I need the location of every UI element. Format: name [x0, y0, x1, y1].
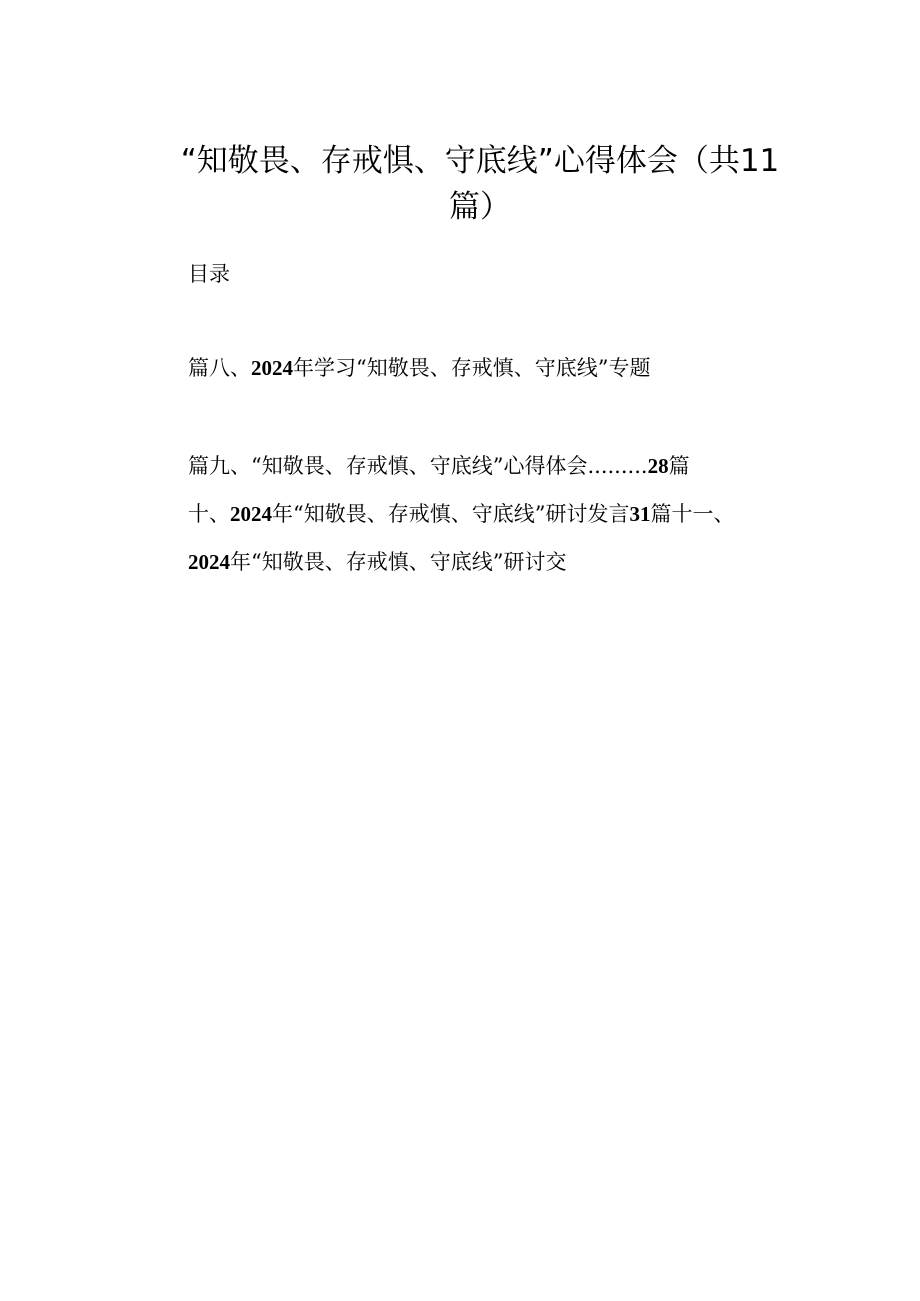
toc-entry-11-text: 年“知敬畏、存戒慎、守底线”研讨交	[230, 550, 567, 574]
toc-entry-10-prefix: 十、	[188, 502, 230, 526]
document-title	[150, 138, 810, 230]
toc-entry-8-year: 2024	[251, 356, 293, 380]
toc-entry-10-page: 31	[629, 502, 651, 526]
toc-entry-10	[188, 498, 734, 530]
toc-entry-9	[188, 450, 690, 482]
toc-entry-11-year: 2024	[188, 550, 230, 574]
toc-heading: 目录	[188, 262, 230, 286]
toc-entry-8	[188, 352, 650, 384]
toc-entry-10-text: 年“知敬畏、存戒慎、守底线”研讨发言	[272, 502, 630, 526]
toc-entry-10-tail: 篇十一、	[650, 502, 735, 526]
title-line-1: “知敬畏、存戒惧、守底线”心得体会（共11	[180, 143, 780, 179]
toc-entry-8-text: 年学习“知敬畏、存戒慎、守底线”专题	[293, 356, 651, 380]
toc-entry-9-tail: 篇	[668, 454, 690, 478]
title-line-2: 篇）	[449, 189, 511, 225]
toc-entry-8-prefix: 篇八、	[188, 356, 251, 380]
toc-entry-9-text: 篇九、“知敬畏、存戒慎、守底线”心得体会.........	[188, 454, 648, 478]
toc-entry-11	[188, 546, 566, 578]
toc-entry-10-year: 2024	[230, 502, 272, 526]
toc-entry-9-page: 28	[647, 454, 669, 478]
